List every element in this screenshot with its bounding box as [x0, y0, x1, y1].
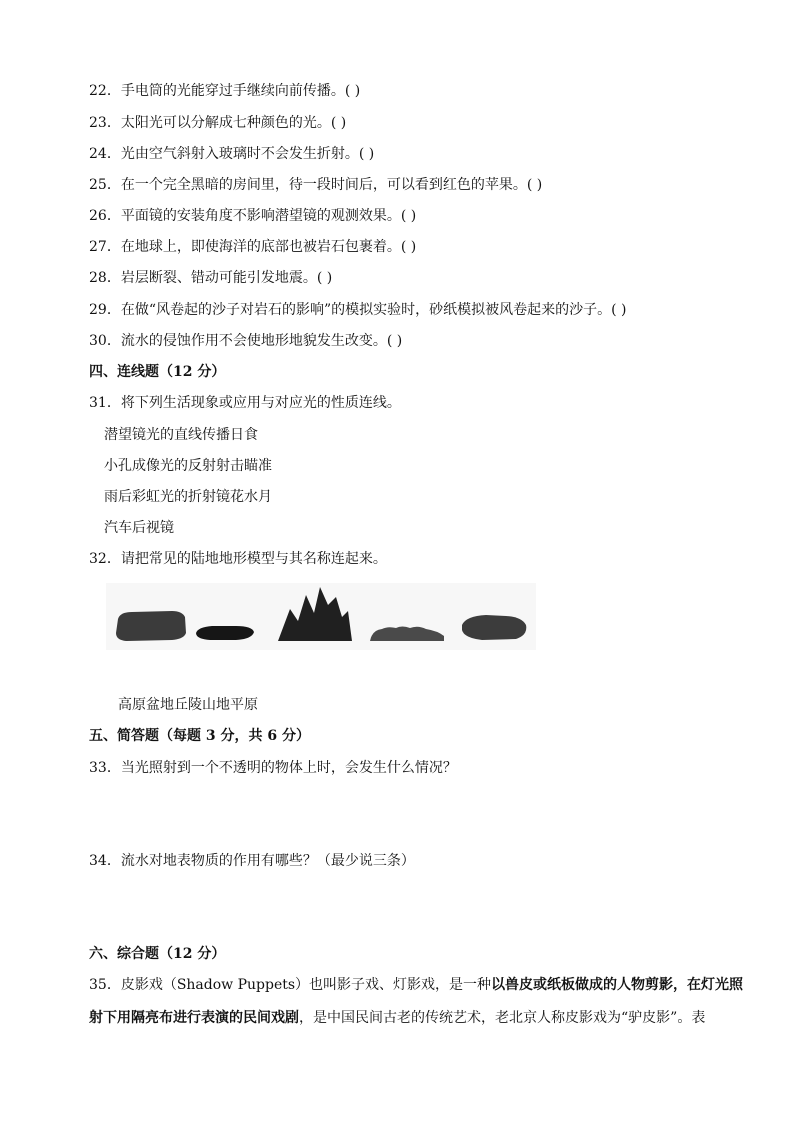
question-35-line-1: 35．皮影戏（Shadow Puppets）也叫影子戏、灯影戏，是一种以兽皮或纸板做成的人物剪影，在灯光照	[89, 977, 744, 993]
section-4-title: 四、连线题（12 分）	[89, 364, 226, 380]
answer-paren[interactable]: ( )	[344, 83, 361, 99]
question-28: 28．岩层断裂、错动可能引发地震。( )	[89, 270, 333, 286]
answer-paren[interactable]: ( )	[611, 302, 627, 318]
answer-paren[interactable]: ( )	[400, 208, 417, 224]
match-row-4[interactable]: 汽车后视镜	[104, 520, 174, 536]
answer-paren[interactable]: ( )	[400, 239, 417, 255]
question-25: 25．在一个完全黑暗的房间里，待一段时间后，可以看到红色的苹果。( )	[89, 177, 543, 193]
answer-paren[interactable]: ( )	[316, 270, 333, 286]
landform-names[interactable]: 高原盆地丘陵山地平原	[118, 697, 258, 713]
question-30: 30．流水的侵蚀作用不会使地形地貌发生改变。( )	[89, 333, 403, 349]
question-33: 33．当光照射到一个不透明的物体上时，会发生什么情况？	[89, 760, 457, 776]
section-6-title: 六、综合题（12 分）	[89, 946, 226, 962]
question-22: 22．手电筒的光能穿过手继续向前传播。( )	[89, 83, 361, 99]
question-26: 26．平面镜的安装角度不影响潜望镜的观测效果。( )	[89, 208, 417, 224]
match-row-1[interactable]: 潜望镜光的直线传播日食	[104, 427, 258, 443]
answer-paren[interactable]: ( )	[330, 115, 347, 131]
answer-paren[interactable]: ( )	[386, 333, 403, 349]
plateau-model[interactable]	[116, 611, 186, 641]
landform-models-image	[106, 583, 536, 650]
question-32: 32．请把常见的陆地地形模型与其名称连起来。	[89, 551, 387, 567]
question-31: 31．将下列生活现象或应用与对应光的性质连线。	[89, 395, 401, 411]
match-row-3[interactable]: 雨后彩虹光的折射镜花水月	[104, 489, 272, 505]
section-5-title: 五、简答题（每题 3 分，共 6 分）	[89, 728, 310, 744]
question-35-line-2: 射下用隔亮布进行表演的民间戏剧，是中国民间古老的传统艺术，老北京人称皮影戏为“驴皮影”。表	[89, 1010, 706, 1026]
basin-model[interactable]	[196, 626, 254, 640]
question-23: 23．太阳光可以分解成七种颜色的光。( )	[89, 115, 347, 131]
question-27: 27．在地球上，即使海洋的底部也被岩石包裹着。( )	[89, 239, 417, 255]
question-29: 29．在做“风卷起的沙子对岩石的影响”的模拟实验时，砂纸模拟被风卷起来的沙子。( )	[89, 302, 627, 318]
question-24: 24．光由空气斜射入玻璃时不会发生折射。( )	[89, 146, 375, 162]
answer-paren[interactable]: ( )	[526, 177, 543, 193]
question-34: 34．流水对地表物质的作用有哪些？（最少说三条）	[89, 853, 415, 869]
answer-paren[interactable]: ( )	[358, 146, 375, 162]
plain-model[interactable]	[462, 615, 526, 640]
match-row-2[interactable]: 小孔成像光的反射射击瞄准	[104, 458, 272, 474]
